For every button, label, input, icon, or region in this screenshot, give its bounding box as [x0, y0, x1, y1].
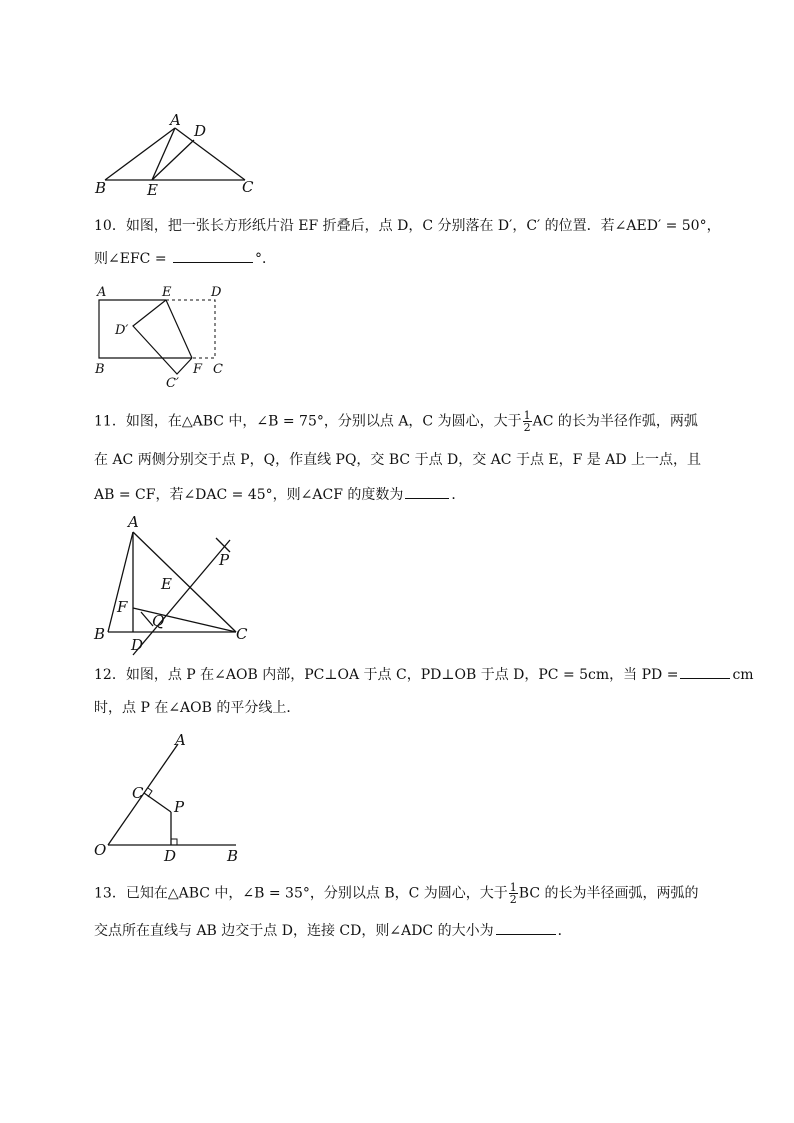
fig9-label-C: C [242, 178, 254, 196]
fig10-label-F: F [193, 362, 203, 377]
fig10-label-D-prime: D′ [115, 323, 129, 338]
fig10-label-D: D [211, 285, 222, 300]
fig9-label-B: B [95, 179, 107, 197]
q11-line1-post: AC 的长为半径作弧，两弧 [532, 413, 698, 430]
q11-line1-pre: 11．如图，在△ABC 中，∠B = 75°，分别以点 A，C 为圆心，大于 [94, 413, 522, 430]
fig10-label-B: B [95, 362, 105, 377]
q11-line3-pre: AB = CF，若∠DAC = 45°，则∠ACF 的度数为 [94, 487, 404, 503]
q13-answer-blank[interactable] [496, 920, 556, 935]
q13-line2-pre: 交点所在直线与 AB 边交于点 D，连接 CD，则∠ADC 的大小为 [94, 923, 494, 939]
fig11-label-C: C [236, 625, 248, 643]
fig11-label-A: A [128, 513, 139, 531]
fig11-label-D: D [131, 636, 144, 654]
fig12-label-D: D [164, 847, 177, 865]
fig11-label-F: F [117, 598, 128, 616]
fig12-label-B: B [227, 847, 239, 865]
fig11-label-E: E [161, 575, 172, 593]
q11-frac-den: 2 [523, 421, 531, 434]
fig11-label-Q: Q [152, 612, 165, 630]
q13-line2-post: ． [557, 923, 572, 939]
fig12-label-C: C [132, 784, 144, 802]
q13-text-line1 [94, 882, 698, 905]
fig10-label-C: C [213, 362, 223, 377]
fig10-label-A: A [97, 285, 107, 300]
fig12-label-A: A [175, 731, 186, 749]
q11-line3-post: ． [451, 487, 466, 503]
fig11-label-P: P [219, 551, 230, 569]
q10-text-line1: 10．如图，把一张长方形纸片沿 EF 折叠后，点 D，C 分别落在 D′，C′ 的位置．若∠AED′ = 50°， [94, 218, 721, 234]
fig10-label-E: E [162, 285, 172, 300]
q11-text-line2: 在 AC 两侧分别交于点 P，Q，作直线 PQ，交 BC 于点 D，交 AC 于点 E，F 是 AD 上一点，且 [94, 452, 702, 468]
fig12-label-O: O [94, 841, 107, 859]
q10-prefix: 则∠EFC = [94, 251, 172, 267]
q12-text-line2: 时，点 P 在∠AOB 的平分线上． [94, 700, 301, 716]
fig11-label-B: B [94, 625, 106, 643]
q13-text-line2 [94, 920, 572, 941]
fig12-label-P: P [174, 798, 185, 816]
fig9-label-A: A [170, 111, 181, 129]
q13-frac-den: 2 [509, 893, 517, 906]
q12-unit: cm [732, 667, 754, 683]
q12-line1-pre: 12．如图，点 P 在∠AOB 内部，PC⊥OA 于点 C，PD⊥OB 于点 D，PC = 5cm，当 PD = [94, 667, 679, 683]
fig9-label-D: D [194, 122, 207, 140]
q10-suffix: °． [255, 251, 277, 267]
fig9-label-E: E [147, 181, 158, 199]
q13-line1-pre: 13．已知在△ABC 中，∠B = 35°，分别以点 B，C 为圆心，大于 [94, 885, 508, 902]
fig10-label-C-prime: C′ [166, 376, 179, 391]
q13-line1-post: BC 的长为半径画弧，两弧的 [518, 885, 699, 902]
q13-frac-num: 1 [509, 881, 517, 894]
q11-frac-num: 1 [523, 409, 531, 422]
q13-fraction [509, 882, 518, 905]
